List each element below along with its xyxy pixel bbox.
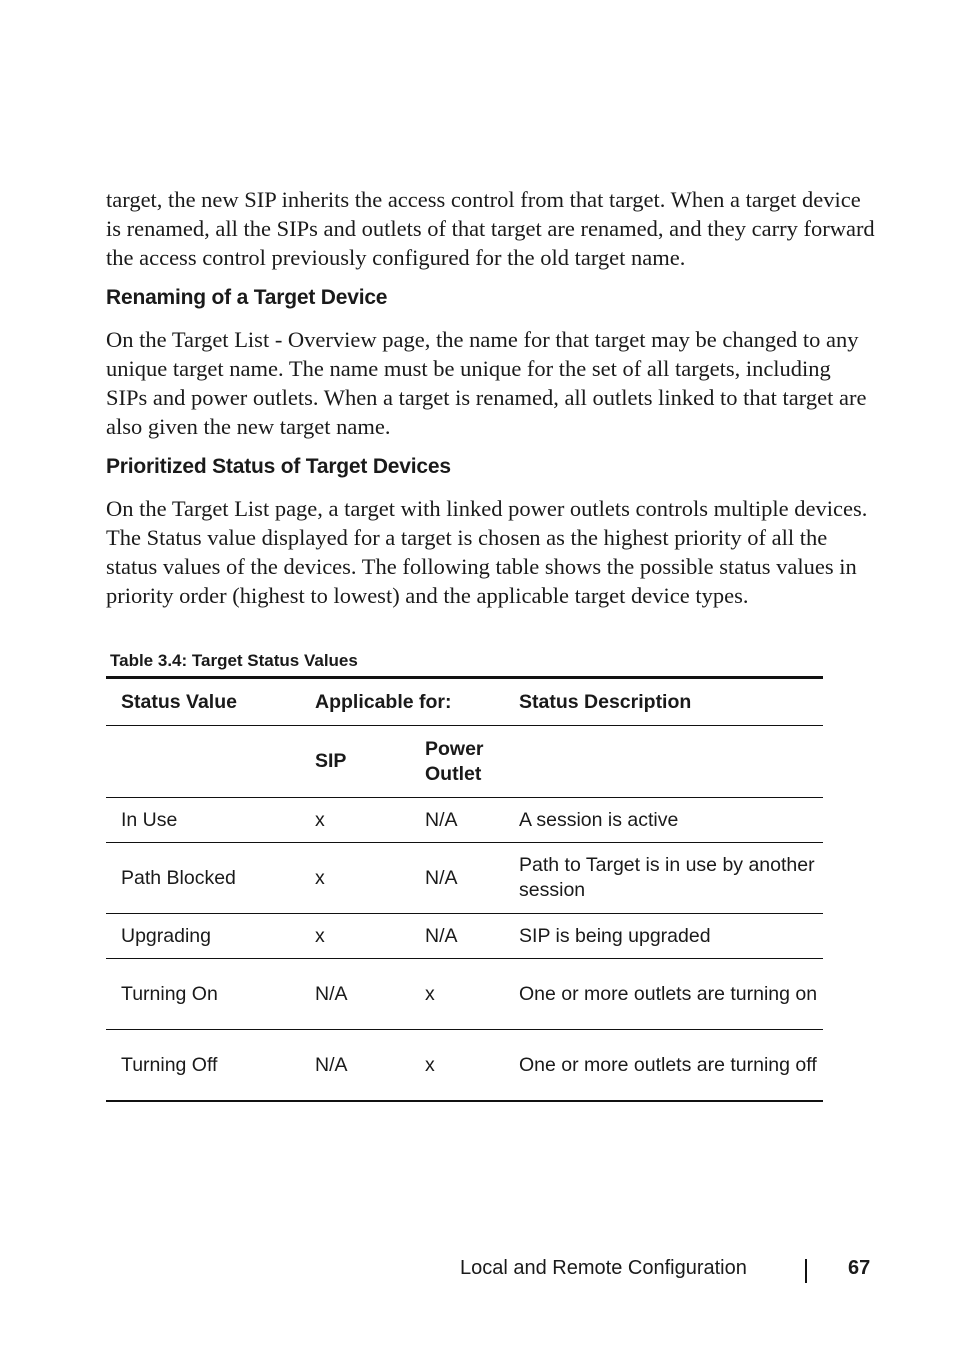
intro-paragraph: target, the new SIP inherits the access control from that target. When a target device is renamed, all the SIPs and outlets of that target are renamed, and they carry forward the access control previously configured for the old target name. [106, 187, 875, 270]
status-cell: In Use [106, 798, 300, 843]
description-cell: Path to Target is in use by another session [505, 843, 823, 914]
table-row [106, 914, 823, 959]
sip-cell: x [300, 843, 425, 914]
section-heading-renaming: Renaming of a Target Device [106, 286, 388, 309]
header-status-description: Status Description [505, 678, 823, 726]
table-caption: Table 3.4: Target Status Values [110, 651, 358, 670]
sip-cell: N/A [300, 1030, 425, 1102]
description-cell: SIP is being upgraded [505, 914, 823, 959]
sip-cell: N/A [300, 959, 425, 1030]
header-power-outlet [425, 726, 505, 798]
description-cell: One or more outlets are turning off [505, 1030, 823, 1102]
page-number: 67 [848, 1257, 871, 1279]
renaming-paragraph: On the Target List - Overview page, the name for that target may be changed to any unique target name. The name must be unique for the set of all targets, including SIPs and power outlets. When a target is renamed, all outlets linked to that target are also given the new target name. [106, 327, 867, 439]
header-applicable-for: Applicable for: [300, 678, 505, 726]
prioritized-status-paragraph: On the Target List page, a target with linked power outlets controls multiple devices. The Status value displayed for a target is chosen as the highest priority of all the status values of the devices. The following table shows the possible status values in priority order (highest to lowest) and the applicable target device types. [106, 496, 868, 608]
header-sip: SIP [300, 726, 425, 798]
header-status-value: Status Value [106, 678, 300, 726]
table-row [106, 798, 823, 843]
section-heading-prioritized-status: Prioritized Status of Target Devices [106, 455, 451, 478]
target-status-table [106, 676, 823, 1102]
outlet-cell: x [425, 959, 505, 1030]
outlet-cell: x [425, 1030, 505, 1102]
subheader-empty [106, 726, 300, 798]
table-row [106, 1030, 823, 1102]
table-subheader-row [106, 726, 823, 798]
page-footer [0, 1257, 954, 1287]
sip-cell: x [300, 914, 425, 959]
status-cell: Turning On [106, 959, 300, 1030]
table-row [106, 843, 823, 914]
status-cell: Path Blocked [106, 843, 300, 914]
header-power-outlet-line1: Power [425, 737, 484, 760]
footer-divider [805, 1259, 807, 1283]
description-cell: One or more outlets are turning on [505, 959, 823, 1030]
header-power-outlet-line2: Outlet [425, 762, 482, 785]
table-header-row [106, 678, 823, 726]
outlet-cell: N/A [425, 798, 505, 843]
subheader-empty-desc [505, 726, 823, 798]
outlet-cell: N/A [425, 914, 505, 959]
status-cell: Turning Off [106, 1030, 300, 1102]
description-cell: A session is active [505, 798, 823, 843]
status-cell: Upgrading [106, 914, 300, 959]
footer-section-title: Local and Remote Configuration [460, 1257, 747, 1279]
table-row [106, 959, 823, 1030]
sip-cell: x [300, 798, 425, 843]
outlet-cell: N/A [425, 843, 505, 914]
